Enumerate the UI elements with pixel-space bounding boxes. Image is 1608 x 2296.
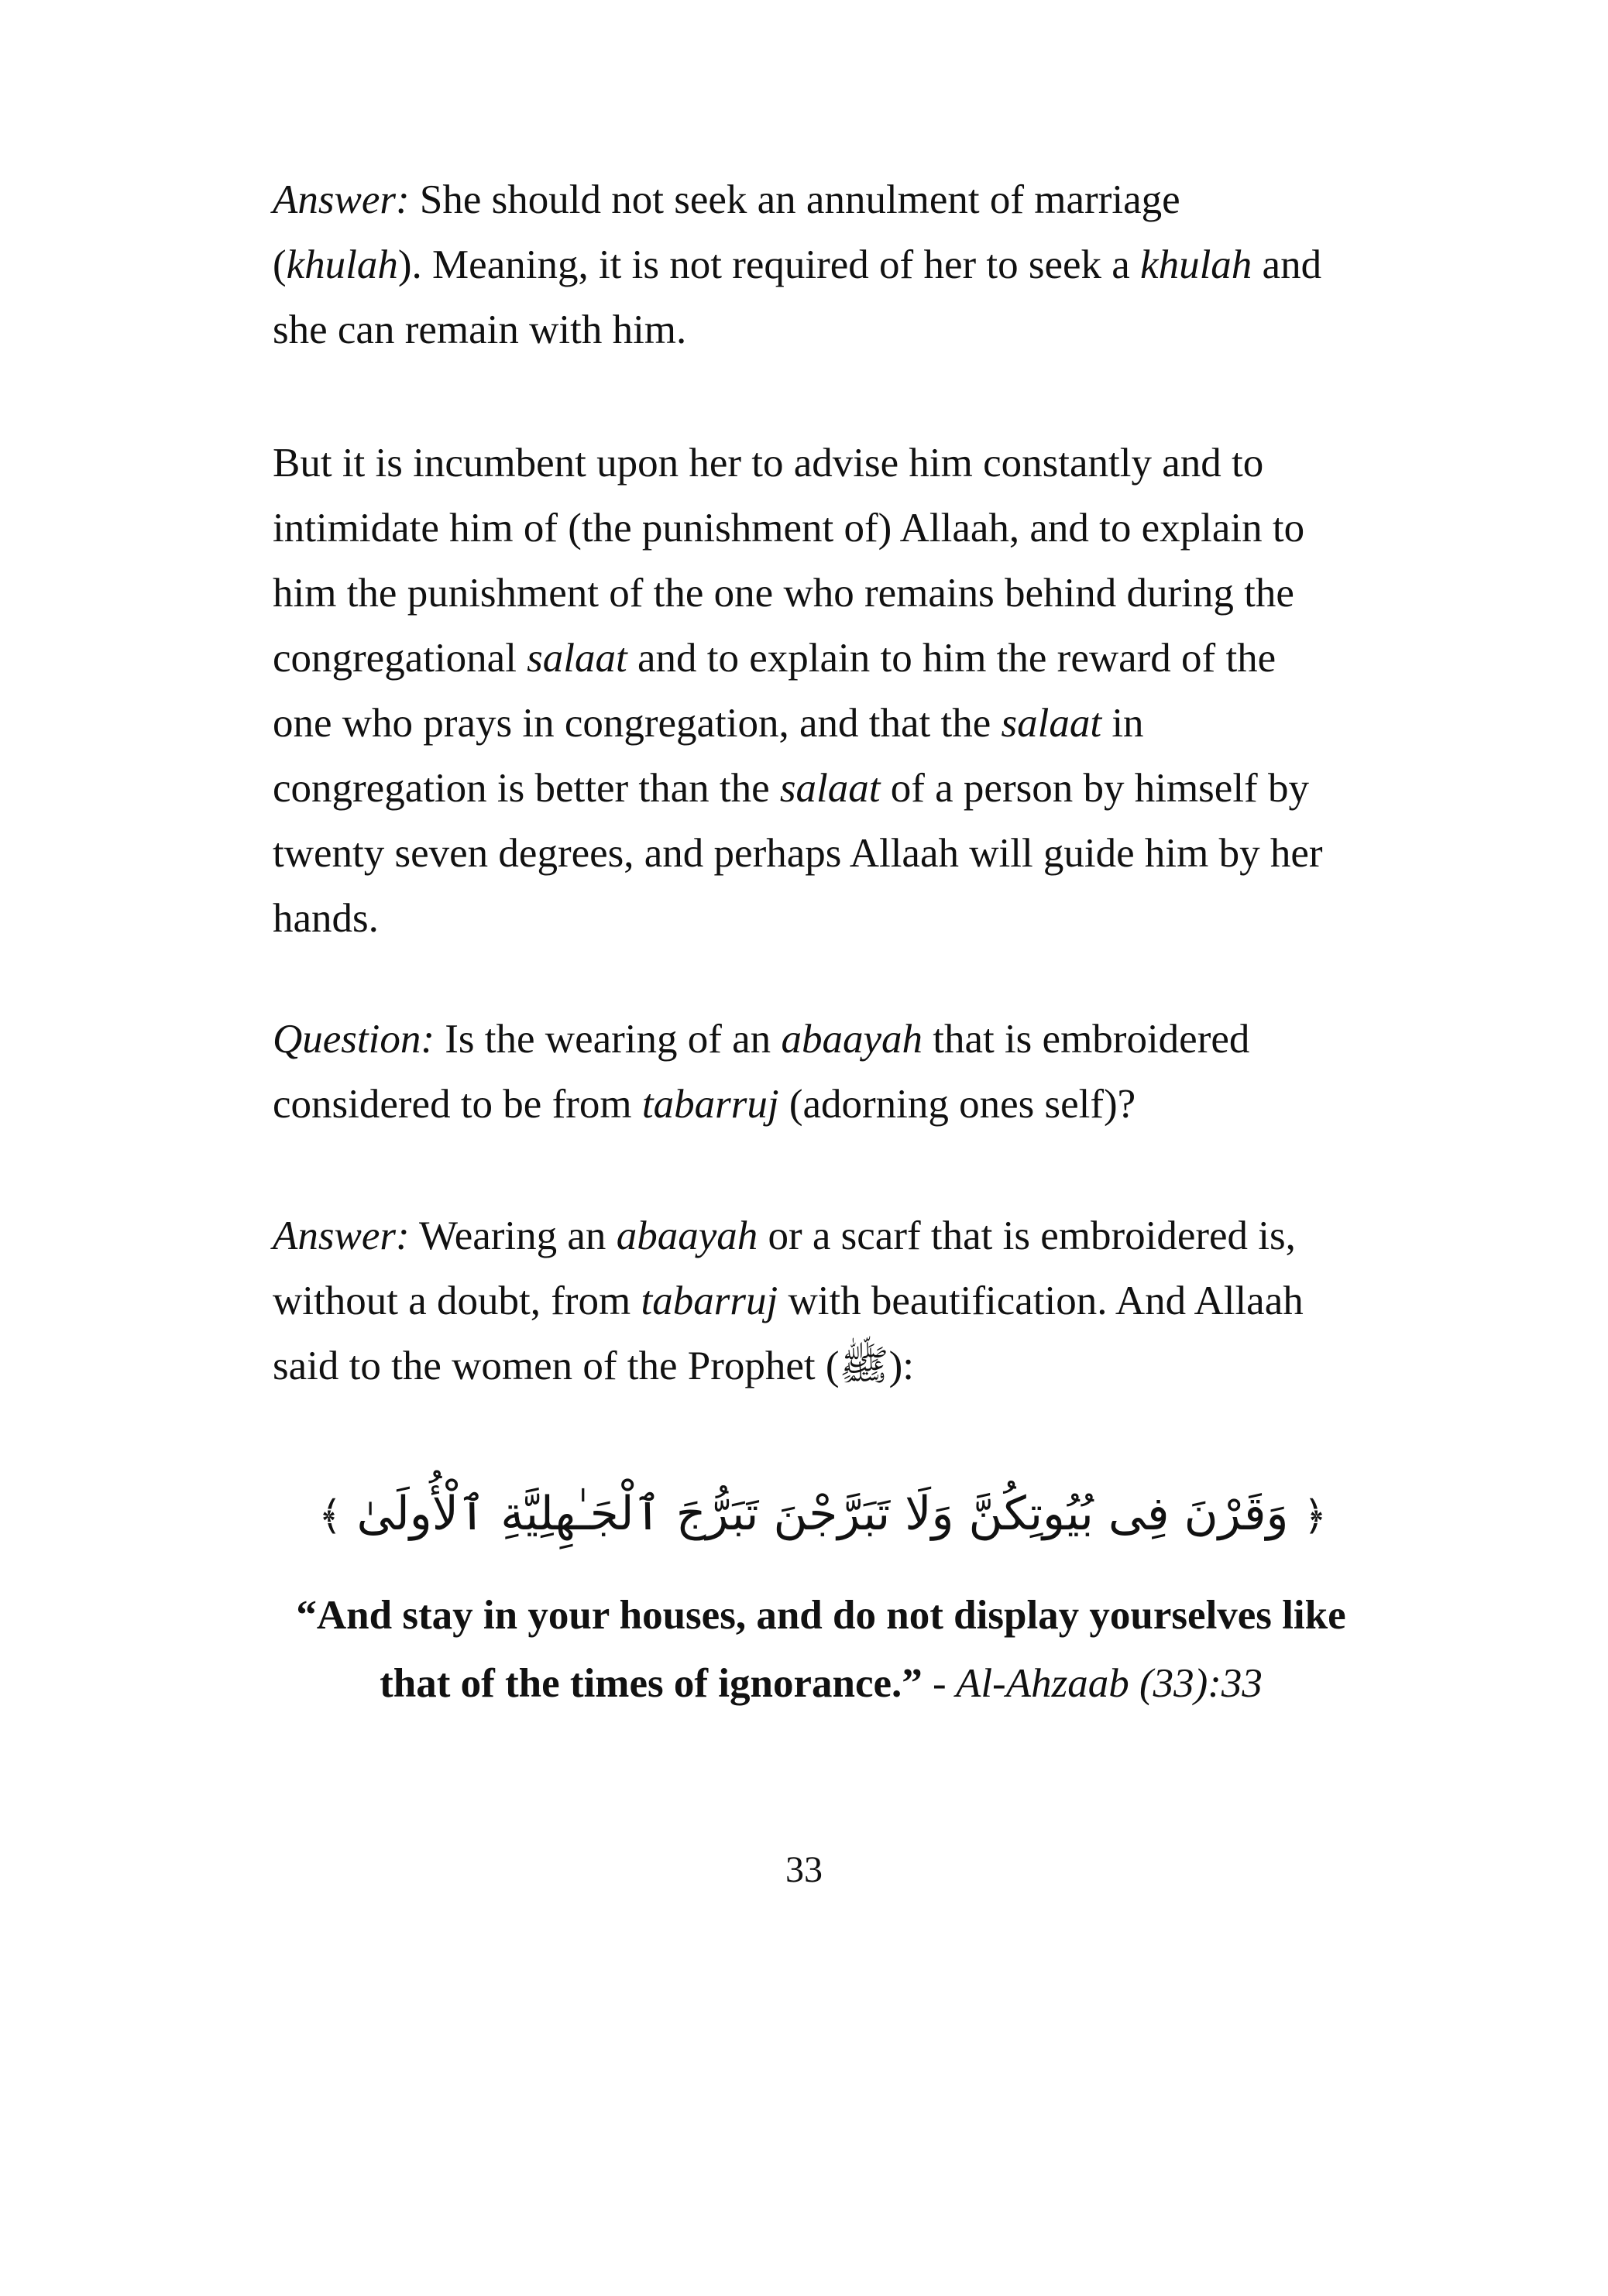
term-salaat: salaat xyxy=(1001,701,1102,746)
answer-paragraph-2 xyxy=(273,1203,1373,1399)
text-line: considered to be from tabarruj (adorning ones self)? xyxy=(273,1082,1136,1127)
text-line: she can remain with him. xyxy=(273,307,687,352)
term-salaat: salaat xyxy=(779,766,881,811)
ornate-bracket-open: ﴿ xyxy=(1303,1493,1328,1539)
answer-label: Answer: xyxy=(273,1213,410,1258)
text-line: twenty seven degrees, and perhaps Allaah will guide him by her xyxy=(273,831,1323,876)
text-line: intimidate him of (the punishment of) Allaah, and to explain to xyxy=(273,506,1305,551)
text-line: said to the women of the Prophet (ﷺ): xyxy=(273,1344,914,1388)
text-line: congregational salaat and to explain to him the reward of the xyxy=(273,636,1276,681)
translation-line: “And stay in your houses, and do not display yourselves like xyxy=(296,1593,1346,1638)
quran-verse-arabic xyxy=(273,1471,1373,1556)
text-line: Answer: She should not seek an annulment of marriage xyxy=(273,177,1180,222)
answer-label: Answer: xyxy=(273,177,410,222)
term-tabarruj: tabarruj xyxy=(641,1082,779,1127)
arabic-text: وَقَرْنَ فِى بُيُوتِكُنَّ وَلَا تَبَرَّجْنَ تَبَرُّجَ ٱلْجَـٰهِلِيَّةِ ٱلْأُولَىٰ xyxy=(356,1487,1289,1541)
text-line: congregation is better than the salaat of a person by himself by xyxy=(273,766,1309,811)
question-label: Question: xyxy=(273,1017,435,1062)
text-line: one who prays in congregation, and that the salaat in xyxy=(273,701,1144,746)
term-khulah: khulah xyxy=(1140,242,1252,287)
term-abaayah: abaayah xyxy=(616,1213,758,1258)
text-line: him the punishment of the one who remains behind during the xyxy=(273,571,1294,616)
verse-reference: - Al-Ahzaab (33):33 xyxy=(922,1661,1263,1706)
text-line: But it is incumbent upon her to advise him constantly and to xyxy=(273,441,1264,486)
text-line: (khulah). Meaning, it is not required of her to seek a khulah and xyxy=(273,242,1322,287)
verse-translation xyxy=(232,1581,1410,1718)
question-paragraph xyxy=(273,1007,1373,1137)
ornate-bracket-close: ﴾ xyxy=(318,1493,342,1539)
term-abaayah: abaayah xyxy=(781,1017,923,1062)
text-line: Question: Is the wearing of an abaayah that is embroidered xyxy=(273,1017,1250,1062)
term-khulah: khulah xyxy=(286,242,398,287)
answer-paragraph-1 xyxy=(273,167,1373,362)
term-salaat: salaat xyxy=(527,636,627,681)
text-line: without a doubt, from tabarruj with beautification. And Allaah xyxy=(273,1278,1304,1323)
term-tabarruj: tabarruj xyxy=(641,1278,778,1323)
text-line: hands. xyxy=(273,896,379,941)
advice-paragraph xyxy=(273,431,1373,951)
translation-line: that of the times of ignorance.” - Al-Ahzaab (33):33 xyxy=(380,1661,1263,1706)
page-number: 33 xyxy=(785,1849,823,1890)
text-line: Answer: Wearing an abaayah or a scarf that is embroidered is, xyxy=(273,1213,1296,1258)
